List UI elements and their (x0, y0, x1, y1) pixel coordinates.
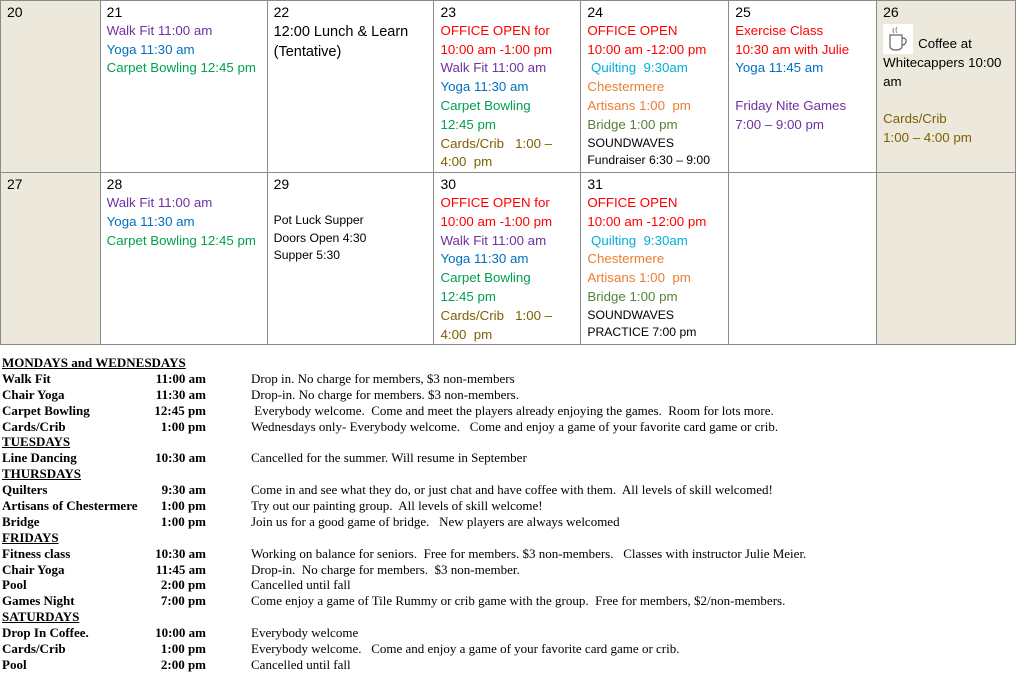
activity-time: 9:30 am (161, 482, 206, 498)
calendar-event-line: 12:00 Lunch & Learn (273, 23, 409, 40)
activity-description: Working on balance for seniors. Free for members. $3 non-members. Classes with instructor Julie Meier. (251, 545, 807, 561)
calendar-event-line: Pot Luck Supper (273, 212, 364, 227)
activity-name: Chair Yoga (2, 386, 65, 402)
schedule-row (2, 419, 1016, 435)
coffee-event (883, 24, 1015, 92)
calendar-event-line: 10:00 am -1:00 pm (440, 41, 553, 57)
calendar-event-line: 10:00 am -1:00 pm (440, 213, 553, 229)
activity-time: 10:30 am (155, 545, 206, 561)
schedule-row (2, 514, 1016, 530)
activity-name: Games Night (2, 593, 75, 609)
schedule-row (2, 657, 1016, 673)
calendar-event-line: PRACTICE 7:00 pm (587, 325, 697, 340)
day-number: 20 (7, 4, 23, 20)
schedule-row (2, 403, 1016, 419)
schedule-row (2, 371, 1016, 387)
schedule-heading-text: TUESDAYS (2, 434, 71, 450)
calendar-event-line: OFFICE OPEN (587, 194, 678, 210)
activity-name: Bridge (2, 513, 40, 529)
activity-description: Come enjoy a game of Tile Rummy or crib game with the group. Free for members, $2/non-members. (251, 593, 786, 609)
schedule-row (2, 625, 1016, 641)
calendar-event-line: Bridge 1:00 pm (587, 116, 678, 132)
calendar-event-line: 1:00 – 4:00 pm (883, 129, 972, 145)
day-cell (729, 1, 877, 173)
calendar-event-line: Carpet Bowling 12:45 pm (106, 232, 256, 248)
calendar-event-line: Yoga 11:30 am (440, 79, 529, 95)
activity-name: Pool (2, 656, 27, 672)
calendar-event-line: 4:00 pm (440, 154, 493, 170)
activity-time: 10:30 am (155, 450, 206, 466)
day-number: 21 (106, 4, 123, 20)
schedule-row (2, 641, 1016, 657)
calendar-event-line: SOUNDWAVES (587, 307, 675, 322)
calendar-event-line: Cards/Crib 1:00 – (440, 135, 553, 151)
calendar-event-line: 7:00 – 9:00 pm (735, 116, 824, 132)
calendar-event-line: 4:00 pm (440, 326, 493, 342)
activity-description: Cancelled until fall (251, 577, 351, 593)
calendar-event-line: Friday Nite Games (735, 97, 847, 113)
calendar-event-line: 12:45 pm (440, 116, 496, 132)
day-cell (877, 1, 1016, 173)
activity-description: Join us for a good game of bridge. New players are always welcomed (251, 513, 620, 529)
day-number: 22 (273, 4, 290, 20)
calendar-event-line: Chestermere (587, 251, 665, 267)
activity-name: Drop In Coffee. (2, 625, 89, 641)
day-number: 26 (883, 4, 899, 20)
day-number: 28 (106, 176, 123, 193)
coffee-event-text: Coffee at Whitecappers 10:00 am (883, 35, 1002, 89)
coffee-cup-icon (883, 24, 913, 54)
calendar-event-line: Carpet Bowling 12:45 pm (106, 60, 256, 76)
day-cell (1, 1, 101, 173)
calendar-event-line: Bridge 1:00 pm (587, 288, 678, 304)
activity-name: Line Dancing (2, 450, 77, 466)
activity-description: Cancelled until fall (251, 656, 351, 672)
calendar-event-line: 10:00 am -12:00 pm (587, 41, 707, 57)
day-cell (729, 173, 877, 345)
activity-time: 2:00 pm (160, 656, 206, 672)
schedule-row (2, 450, 1016, 466)
schedule-day-heading (2, 434, 1016, 450)
day-number: 23 (440, 4, 457, 20)
activity-description: Everybody welcome. Come and meet the players already enjoying the games. Room for lots more. (251, 402, 774, 418)
activity-name: Walk Fit (2, 370, 51, 386)
schedule-heading-text: MONDAYS and WEDNESDAYS (2, 355, 186, 370)
calendar-event-line: Exercise Class (735, 22, 824, 38)
day-cell (434, 173, 581, 345)
day-number: 29 (273, 176, 290, 193)
schedule-day-heading (2, 466, 1016, 482)
calendar-event-line: 12:45 pm (440, 288, 496, 304)
activity-name: Fitness class (2, 545, 71, 561)
activity-description: Everybody welcome. Come and enjoy a game of your favorite card game or crib. (251, 641, 680, 657)
schedule-day-heading (2, 609, 1016, 625)
schedule-day-heading (2, 355, 1016, 371)
day-cell (434, 1, 581, 173)
day-number: 30 (440, 176, 457, 193)
activity-time: 11:30 am (155, 386, 206, 402)
calendar-event-line: Fundraiser 6:30 – 9:00 (587, 153, 710, 168)
schedule-heading-text: FRIDAYS (2, 529, 59, 545)
day-cell (100, 173, 267, 345)
activity-description: Come in and see what they do, or just chat and have coffee with them. All levels of skill welcomed! (251, 482, 773, 498)
calendar-event-line: Walk Fit 11:00 am (106, 194, 213, 210)
calendar-event-line: SOUNDWAVES (587, 135, 675, 150)
activity-time: 11:00 am (155, 370, 206, 386)
calendar-event-line: Walk Fit 11:00 am (440, 60, 547, 76)
schedule-day-heading (2, 530, 1016, 546)
calendar-event-line: Cards/Crib 1:00 – (440, 307, 553, 323)
activity-time: 11:45 am (155, 561, 206, 577)
calendar-event-line: Yoga 11:45 am (735, 60, 824, 76)
calendar-event-line: Yoga 11:30 am (106, 213, 195, 229)
activity-name: Cards/Crib (2, 418, 66, 434)
calendar-event-line: (Tentative) (273, 43, 342, 60)
calendar-event-line: Supper 5:30 (273, 248, 341, 263)
calendar-event-line: OFFICE OPEN for (440, 194, 550, 210)
schedule-row (2, 593, 1016, 609)
calendar-event-line: Yoga 11:30 am (440, 251, 529, 267)
day-number: 24 (587, 4, 603, 20)
day-cell (1, 173, 101, 345)
day-cell (267, 1, 434, 173)
day-cell (100, 1, 267, 173)
calendar-event-line: Quilting 9:30am (587, 60, 688, 76)
day-number: 31 (587, 176, 603, 193)
calendar-event-line: Doors Open 4:30 (273, 230, 367, 245)
calendar-event-line: Carpet Bowling (440, 270, 531, 286)
schedule-row (2, 498, 1016, 514)
calendar-week-row (1, 173, 1016, 345)
activity-description: Everybody welcome (251, 625, 359, 641)
day-cell (581, 1, 729, 173)
calendar-event-line: Chestermere (587, 79, 665, 95)
activity-description: Cancelled for the summer. Will resume in September (251, 450, 527, 466)
calendar-event-line: Yoga 11:30 am (106, 41, 195, 57)
schedule-row (2, 387, 1016, 403)
activity-name: Carpet Bowling (2, 402, 90, 418)
activity-time: 1:00 pm (160, 641, 206, 657)
activity-name: Artisans of Chestermere (2, 498, 138, 514)
day-number: 27 (7, 176, 23, 193)
schedule-row (2, 546, 1016, 562)
day-cell (267, 173, 434, 345)
day-cell (581, 173, 729, 345)
activity-description: Drop-in. No charge for members. $3 non-members. (251, 386, 519, 402)
activity-name: Chair Yoga (2, 561, 65, 577)
activity-time: 1:00 pm (160, 513, 206, 529)
activity-name: Pool (2, 577, 27, 593)
schedule-row (2, 482, 1016, 498)
calendar-event-line: Carpet Bowling (440, 97, 531, 113)
schedule-row (2, 562, 1016, 578)
activity-time: 12:45 pm (154, 402, 206, 418)
activity-time: 1:00 pm (160, 498, 206, 514)
calendar-event-line: 10:30 am with Julie (735, 41, 850, 57)
calendar-event-line: OFFICE OPEN for (440, 22, 550, 38)
calendar-event-line: Walk Fit 11:00 am (106, 22, 213, 38)
calendar-event-line: 10:00 am -12:00 pm (587, 213, 707, 229)
calendar-event-line: Artisans 1:00 pm (587, 270, 691, 286)
calendar-event-line: Artisans 1:00 pm (587, 97, 691, 113)
activity-description: Wednesdays only- Everybody welcome. Come and enjoy a game of your favorite card game or crib. (251, 418, 779, 434)
calendar-event-line: Quilting 9:30am (587, 232, 688, 248)
activity-time: 10:00 am (155, 625, 206, 641)
activity-name: Cards/Crib (2, 641, 66, 657)
activity-description: Try out our painting group. All levels of skill welcome! (251, 498, 543, 514)
day-number: 25 (735, 4, 751, 20)
activity-description: Drop-in. No charge for members. $3 non-member. (251, 561, 520, 577)
schedule-row (2, 577, 1016, 593)
activity-description: Drop in. No charge for members, $3 non-members (251, 370, 515, 386)
schedule-heading-text: SATURDAYS (2, 609, 80, 625)
calendar-event-line: Walk Fit 11:00 am (440, 232, 547, 248)
calendar-event-line: Cards/Crib (883, 111, 947, 127)
activity-time: 1:00 pm (160, 418, 206, 434)
activity-time: 7:00 pm (160, 593, 206, 609)
weekly-schedule (2, 355, 1016, 673)
schedule-heading-text: THURSDAYS (2, 466, 81, 482)
activity-name: Quilters (2, 482, 48, 498)
calendar-event-line: OFFICE OPEN (587, 22, 678, 38)
day-cell (877, 173, 1016, 345)
calendar-week-row (1, 1, 1016, 173)
activity-time: 2:00 pm (160, 577, 206, 593)
